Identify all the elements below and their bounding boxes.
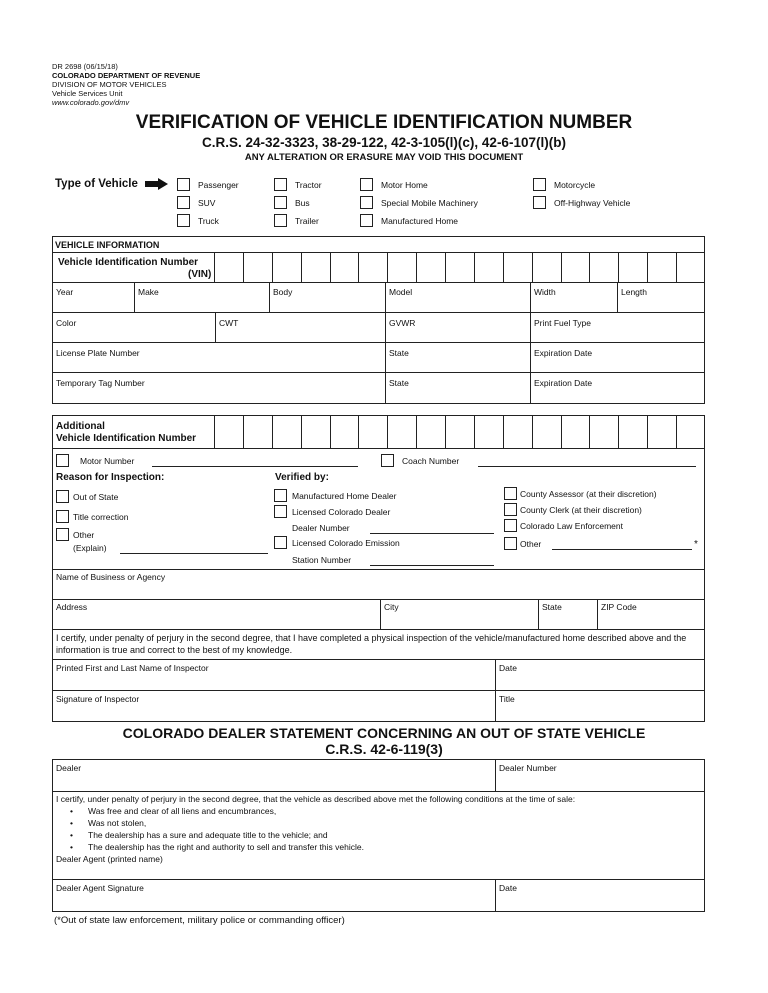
vin-cell[interactable] (445, 252, 474, 282)
unit-name: Vehicle Services Unit (52, 89, 123, 98)
label-motor-number: Motor Number (80, 456, 135, 466)
vehicle-type-label: Type of Vehicle (55, 178, 138, 190)
label-tag-expiration: Expiration Date (534, 378, 593, 388)
vin-cell[interactable] (330, 252, 359, 282)
label-licensed-dealer: Licensed Colorado Dealer (292, 507, 391, 517)
bullet-authority: The dealership has the right and authority to sell and transfer this vehicle. (88, 842, 364, 852)
vin-cell[interactable] (503, 252, 532, 282)
checkbox-passenger[interactable] (177, 178, 190, 191)
label-business-state: State (542, 602, 562, 612)
statutes: C.R.S. 24-32-3323, 38-29-122, 42-3-105(l)(c), 42-6-107(l)(b) (202, 135, 566, 150)
dealer-certification: I certify, under penalty of perjury in the second degree, that the vehicle as described above met the following conditions at the time of sale: (56, 794, 576, 804)
label-body: Body (273, 287, 293, 297)
label-address: Address (56, 602, 88, 612)
vin-cell[interactable] (272, 415, 301, 448)
label-inspector-name: Printed First and Last Name of Inspector (56, 663, 209, 673)
vin-cell[interactable] (474, 252, 503, 282)
label-special-mobile-machinery: Special Mobile Machinery (381, 198, 478, 208)
checkbox-manufactured-home-dealer[interactable] (274, 489, 287, 502)
vin-cell[interactable] (561, 415, 590, 448)
warning-text: ANY ALTERATION OR ERASURE MAY VOID THIS DOCUMENT (244, 152, 524, 163)
checkbox-manufactured-home[interactable] (360, 214, 373, 227)
asterisk-mark: * (694, 539, 698, 550)
label-color: Color (56, 318, 77, 328)
label-trailer: Trailer (295, 216, 319, 226)
inspector-certification: I certify, under penalty of perjury in the second degree, that I have completed a physical inspection of the vehicle/manufactured home described above and the information is true and correct to the best of my knowledge. (56, 633, 687, 655)
checkbox-special-mobile-machinery[interactable] (360, 196, 373, 209)
label-agent-name: Dealer Agent (printed name) (56, 854, 163, 864)
vin-label: Vehicle Identification Number (58, 257, 199, 268)
checkbox-motor-home[interactable] (360, 178, 373, 191)
label-agent-date: Date (499, 883, 517, 893)
label-motor-home: Motor Home (381, 180, 428, 190)
vin-cell[interactable] (416, 415, 445, 448)
bullet-title: The dealership has a sure and adequate title to the vehicle; and (88, 830, 328, 840)
label-fuel-type: Print Fuel Type (534, 318, 592, 328)
label-dealer: Dealer (56, 763, 82, 773)
vin-cell[interactable] (243, 415, 272, 448)
label-year: Year (56, 287, 74, 297)
checkbox-title-correction[interactable] (56, 510, 69, 523)
vin-cell[interactable] (503, 415, 532, 448)
checkbox-county-clerk[interactable] (504, 503, 517, 516)
vin-cell[interactable] (676, 252, 705, 282)
vin-cell[interactable] (474, 415, 503, 448)
label-agent-signature: Dealer Agent Signature (56, 883, 144, 893)
label-explain: (Explain) (73, 543, 107, 553)
label-off-highway: Off-Highway Vehicle (554, 198, 631, 208)
vin-cell[interactable] (358, 415, 387, 448)
station-number-field[interactable] (370, 565, 494, 566)
label-county-assessor: County Assessor (at their discretion) (520, 489, 657, 499)
dealer-number-field[interactable] (370, 533, 494, 534)
checkbox-official-other[interactable] (504, 537, 517, 550)
label-gvwr: GVWR (389, 318, 416, 328)
vin-cell[interactable] (618, 415, 647, 448)
label-out-of-state: Out of State (73, 492, 119, 502)
vin-cell[interactable] (445, 415, 474, 448)
label-tag-state: State (389, 378, 409, 388)
label-license-plate: License Plate Number (56, 348, 140, 358)
checkbox-law-enforcement[interactable] (504, 519, 517, 532)
label-truck: Truck (198, 216, 219, 226)
label-official-other: Other (520, 539, 542, 549)
vin-cell[interactable] (330, 415, 359, 448)
label-make: Make (138, 287, 159, 297)
motor-number-field[interactable] (152, 466, 358, 467)
vin-cell[interactable] (416, 252, 445, 282)
vin-cell[interactable] (243, 252, 272, 282)
label-coach-number: Coach Number (402, 456, 460, 466)
vin-input-cells[interactable] (214, 252, 705, 282)
label-plate-expiration: Expiration Date (534, 348, 593, 358)
label-passenger: Passenger (198, 180, 239, 190)
label-bus: Bus (295, 198, 310, 208)
vin-cell[interactable] (589, 415, 618, 448)
vehicle-info-heading: VEHICLE INFORMATION (55, 240, 160, 250)
checkbox-county-assessor[interactable] (504, 487, 517, 500)
coach-number-field[interactable] (478, 466, 696, 467)
label-inspection-date: Date (499, 663, 517, 673)
website[interactable]: www.colorado.gov/dmv (52, 98, 130, 107)
vin-sub: (VIN) (188, 269, 212, 280)
additional-label: Additional (56, 421, 105, 432)
label-emission: Licensed Colorado Emission (292, 538, 400, 548)
checkbox-other-reason[interactable] (56, 528, 69, 541)
division-name: DIVISION OF MOTOR VEHICLES (52, 80, 167, 89)
checkbox-coach-number[interactable] (381, 454, 394, 467)
additional-vin-label: Vehicle Identification Number (56, 433, 197, 444)
vin-cell[interactable] (561, 252, 590, 282)
vin-cell[interactable] (301, 252, 330, 282)
checkbox-suv[interactable] (177, 196, 190, 209)
additional-vin-cells[interactable] (214, 415, 705, 448)
vin-cell[interactable] (272, 252, 301, 282)
label-law-enforcement: Colorado Law Enforcement (520, 521, 624, 531)
bullet-not-stolen: Was not stolen, (88, 818, 147, 828)
checkbox-motorcycle[interactable] (533, 178, 546, 191)
vin-cell[interactable] (214, 415, 243, 448)
vin-cell[interactable] (532, 415, 561, 448)
vin-cell[interactable] (301, 415, 330, 448)
label-inspector-signature: Signature of Inspector (56, 694, 140, 704)
label-inspector-title: Title (499, 694, 515, 704)
label-manufactured-home: Manufactured Home (381, 216, 459, 226)
explain-field[interactable] (120, 553, 268, 554)
label-business-name: Name of Business or Agency (56, 572, 166, 582)
label-plate-state: State (389, 348, 409, 358)
checkbox-bus[interactable] (274, 196, 287, 209)
label-tractor: Tractor (295, 180, 322, 190)
dealer-section-heading: COLORADO DEALER STATEMENT CONCERNING AN OUT OF STATE VEHICLE (122, 725, 646, 741)
vin-cell[interactable] (647, 415, 676, 448)
bullet-free-clear: Was free and clear of all liens and encumbrances, (88, 806, 277, 816)
reason-heading: Reason for Inspection: (56, 472, 165, 483)
vin-cell[interactable] (214, 252, 243, 282)
label-county-clerk: County Clerk (at their discretion) (520, 505, 642, 515)
checkbox-motor-number[interactable] (56, 454, 69, 467)
department-name: COLORADO DEPARTMENT OF REVENUE (52, 71, 201, 80)
form-title: VERIFICATION OF VEHICLE IDENTIFICATION NUMBER (135, 112, 633, 133)
label-title-correction: Title correction (73, 512, 129, 522)
verified-heading: Verified by: (275, 472, 329, 483)
checkbox-truck[interactable] (177, 214, 190, 227)
vin-cell[interactable] (589, 252, 618, 282)
vin-cell[interactable] (647, 252, 676, 282)
label-length: Length (621, 287, 647, 297)
footnote: (*Out of state law enforcement, military police or commanding officer) (54, 915, 345, 926)
label-width: Width (534, 287, 556, 297)
label-manufactured-home-dealer: Manufactured Home Dealer (292, 491, 397, 501)
bullet-dot: • (70, 806, 73, 816)
label-dealer-number-box: Dealer Number (499, 763, 557, 773)
label-other-reason: Other (73, 530, 95, 540)
checkbox-off-highway[interactable] (533, 196, 546, 209)
label-station-number: Station Number (292, 555, 352, 565)
vin-cell[interactable] (532, 252, 561, 282)
checkbox-trailer[interactable] (274, 214, 287, 227)
dealer-section-statute: C.R.S. 42-6-119(3) (325, 741, 443, 757)
label-temp-tag: Temporary Tag Number (56, 378, 145, 388)
arrow-right-icon (145, 178, 169, 190)
vin-cell[interactable] (387, 252, 416, 282)
form-number: DR 2698 (06/15/18) (52, 62, 118, 71)
bullet-dot: • (70, 818, 73, 828)
label-model: Model (389, 287, 413, 297)
label-dealer-number: Dealer Number (292, 523, 350, 533)
bullet-dot: • (70, 830, 73, 840)
vin-cell[interactable] (618, 252, 647, 282)
label-suv: SUV (198, 198, 216, 208)
checkbox-out-of-state[interactable] (56, 490, 69, 503)
checkbox-emission[interactable] (274, 536, 287, 549)
checkbox-licensed-dealer[interactable] (274, 505, 287, 518)
label-motorcycle: Motorcycle (554, 180, 596, 190)
vin-cell[interactable] (387, 415, 416, 448)
label-cwt: CWT (219, 318, 239, 328)
label-zip: ZIP Code (601, 602, 637, 612)
vin-cell[interactable] (676, 415, 705, 448)
label-city: City (384, 602, 399, 612)
vin-cell[interactable] (358, 252, 387, 282)
checkbox-tractor[interactable] (274, 178, 287, 191)
official-other-field[interactable] (552, 549, 692, 550)
bullet-dot: • (70, 842, 73, 852)
